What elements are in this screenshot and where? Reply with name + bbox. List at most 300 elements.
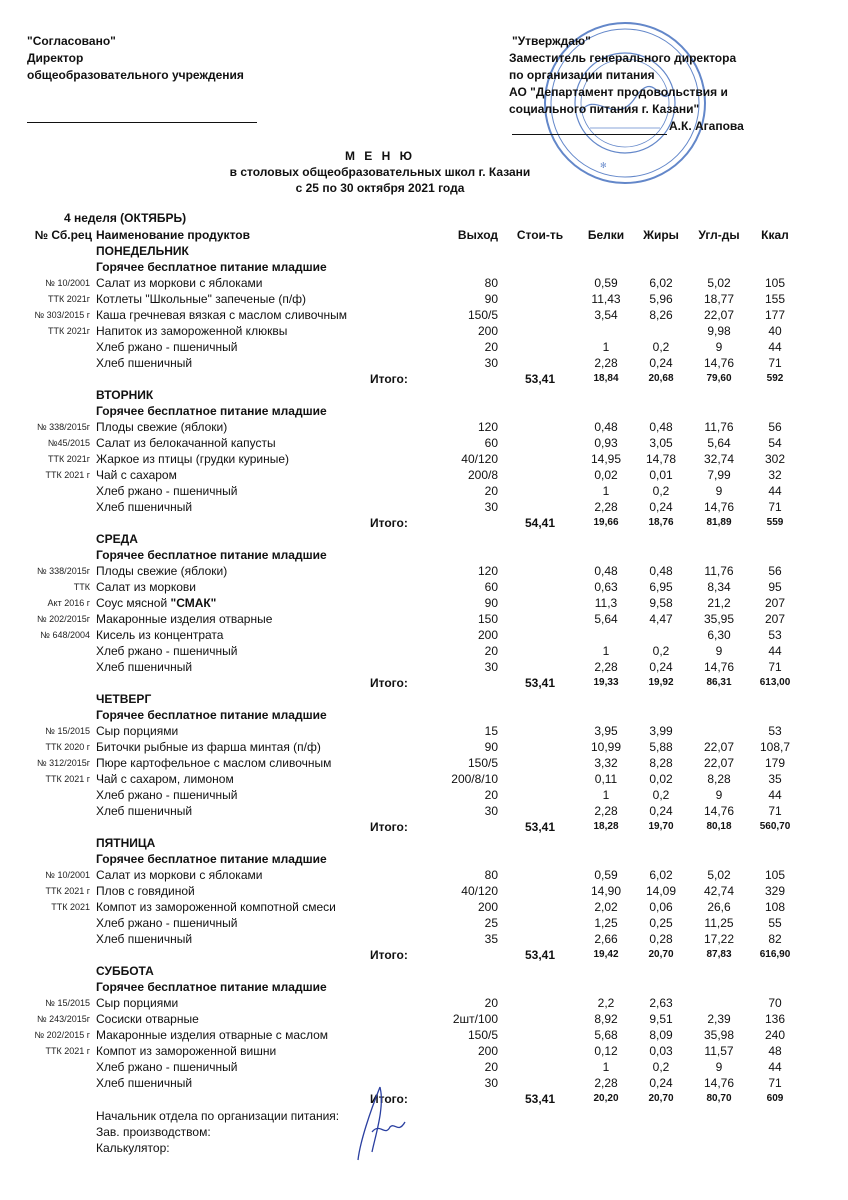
page-subtitle: в столовых общеобразовательных школ г. Казани: [229, 165, 531, 179]
category-header: [0, 851, 848, 867]
kcal-value: 105: [764, 276, 786, 290]
total-cost: 53,41: [524, 676, 556, 690]
table-row: [0, 1059, 848, 1075]
fat-value: 0,48: [649, 420, 673, 434]
category-name: Горячее бесплатное питание младшие: [96, 548, 327, 562]
protein-value: 1,25: [594, 916, 618, 930]
kcal-value: 108: [764, 900, 786, 914]
col-name: Наименование продуктов: [96, 228, 250, 242]
total-label: Итого:: [370, 820, 408, 834]
fat-value: 0,03: [649, 1044, 673, 1058]
output-value: 20: [484, 1060, 498, 1074]
table-row: [0, 563, 848, 579]
kcal-value: 71: [768, 500, 782, 514]
dish-name: [96, 899, 336, 915]
approver-role: Директор: [27, 51, 84, 65]
footer-calculator: Калькулятор:: [96, 1141, 170, 1155]
kcal-value: 71: [768, 1076, 782, 1090]
fat-value: 0,24: [649, 660, 673, 674]
fat-value: 0,2: [652, 484, 670, 498]
total-protein: 19,33: [593, 677, 619, 688]
kcal-value: 54: [768, 436, 782, 450]
date-range: с 25 по 30 октября 2021 года: [295, 181, 465, 195]
dish-name-text: Хлеб пшеничный: [96, 356, 193, 370]
dish-name-text: Хлеб пшеничный: [96, 804, 193, 818]
category-header: [0, 547, 848, 563]
protein-value: 2,2: [597, 996, 615, 1010]
protein-value: 2,28: [594, 500, 618, 514]
table-row: [0, 355, 848, 371]
dish-name: [96, 771, 234, 787]
protein-value: 0,59: [594, 868, 618, 882]
protein-value: 1: [602, 644, 610, 658]
table-row: [0, 499, 848, 515]
carbs-value: 14,76: [703, 804, 735, 818]
category-header: [0, 259, 848, 275]
table-row: [0, 483, 848, 499]
dish-name: [96, 803, 192, 819]
total-protein: 19,42: [593, 949, 619, 960]
fat-value: 8,09: [649, 1028, 673, 1042]
kcal-value: 44: [768, 484, 782, 498]
protein-value: 3,32: [594, 756, 618, 770]
dish-name: [96, 643, 237, 659]
output-value: 200: [477, 324, 498, 338]
dish-name-text: Салат из моркови с яблоками: [96, 868, 263, 882]
total-row: [0, 675, 848, 691]
approver-name: А.К. Агапова: [669, 119, 744, 133]
col-carbs: Угл-ды: [698, 228, 740, 242]
dish-name-text: Биточки рыбные из фарша минтая (п/ф): [96, 740, 321, 754]
output-value: 90: [484, 740, 498, 754]
dish-name-text: Хлеб ржано - пшеничный: [96, 788, 238, 802]
kcal-value: 71: [768, 804, 782, 818]
total-row: [0, 947, 848, 963]
category-name: Горячее бесплатное питание младшие: [96, 852, 327, 866]
table-row: [0, 659, 848, 675]
fat-value: 0,01: [649, 468, 673, 482]
recipe-number: № 312/2015г: [37, 758, 90, 768]
dish-name: [96, 1059, 237, 1075]
recipe-number: № 202/2015г: [37, 614, 90, 624]
dish-name: [96, 499, 192, 515]
carbs-value: 21,2: [707, 596, 731, 610]
dish-name-text: Компот из замороженной компотной смеси: [96, 900, 336, 914]
dish-name-text: Хлеб пшеничный: [96, 932, 193, 946]
kcal-value: 136: [764, 1012, 786, 1026]
approver-title-line1: Заместитель генерального директора: [509, 51, 737, 65]
dish-name: [96, 787, 237, 803]
protein-value: 3,95: [594, 724, 618, 738]
approval-block-right: [509, 33, 744, 135]
recipe-number: ТТК 2021 г: [45, 1046, 90, 1056]
output-value: 20: [484, 644, 498, 658]
week-label: 4 неделя (ОКТЯБРЬ): [64, 211, 187, 225]
dish-name: [96, 1011, 199, 1027]
protein-value: 0,12: [594, 1044, 618, 1058]
day-header: [0, 835, 848, 851]
protein-value: 0,48: [594, 564, 618, 578]
carbs-value: 2,39: [707, 1012, 731, 1026]
protein-value: 2,66: [594, 932, 618, 946]
category-name: Горячее бесплатное питание младшие: [96, 980, 327, 994]
category-header: [0, 979, 848, 995]
day-name: ВТОРНИК: [96, 388, 154, 402]
total-kcal: 609: [766, 1093, 784, 1104]
fat-value: 0,24: [649, 804, 673, 818]
kcal-value: 44: [768, 1060, 782, 1074]
kcal-value: 207: [764, 596, 786, 610]
table-row: [0, 451, 848, 467]
dish-name-text: Хлеб ржано - пшеничный: [96, 1060, 238, 1074]
total-fat: 19,70: [648, 821, 674, 832]
dish-name-text: Чай с сахаром: [96, 468, 177, 482]
total-carbs: 80,18: [706, 821, 732, 832]
fat-value: 6,02: [649, 868, 673, 882]
table-row: [0, 755, 848, 771]
protein-value: 2,28: [594, 356, 618, 370]
total-protein: 19,66: [593, 517, 619, 528]
dish-name: [96, 995, 178, 1011]
dish-name-text: Салат из моркови с яблоками: [96, 276, 263, 290]
dish-name-text: Плоды свежие (яблоки): [96, 564, 228, 578]
fat-value: 9,58: [649, 596, 673, 610]
dish-name: [96, 723, 178, 739]
recipe-number: № 243/2015г: [37, 1014, 90, 1024]
carbs-value: 5,02: [707, 276, 731, 290]
dish-name: [96, 1075, 192, 1091]
protein-value: 2,28: [594, 804, 618, 818]
protein-value: 0,11: [594, 772, 618, 786]
day-header: [0, 691, 848, 707]
recipe-number: ТТК: [73, 582, 90, 592]
footer-production-manager: Зав. производством:: [96, 1125, 211, 1139]
dish-name: [96, 563, 227, 579]
total-label: Итого:: [370, 372, 408, 386]
total-cost: 53,41: [524, 948, 556, 962]
table-row: [0, 723, 848, 739]
output-value: 150: [477, 612, 498, 626]
carbs-value: 32,74: [703, 452, 735, 466]
recipe-number: ТТК 2021г: [47, 326, 90, 336]
day-header: [0, 531, 848, 547]
fat-value: 9,51: [649, 1012, 673, 1026]
output-value: 40/120: [461, 452, 498, 466]
output-value: 30: [484, 660, 498, 674]
svg-text:✻: ✻: [600, 161, 607, 170]
approval-block-left: [27, 33, 257, 123]
carbs-value: 9: [715, 644, 723, 658]
carbs-value: 5,64: [707, 436, 731, 450]
fat-value: 0,48: [649, 564, 673, 578]
dish-name: [96, 627, 223, 643]
recipe-number: ТТК 2020 г: [45, 742, 90, 752]
dish-name-text: Хлеб пшеничный: [96, 660, 193, 674]
dish-name-text: Чай с сахаром, лимоном: [96, 772, 234, 786]
output-value: 30: [484, 1076, 498, 1090]
fat-value: 0,2: [652, 788, 670, 802]
dish-name: [96, 611, 272, 627]
table-row: [0, 339, 848, 355]
table-row: [0, 739, 848, 755]
total-fat: 20,68: [648, 373, 674, 384]
output-value: 80: [484, 868, 498, 882]
protein-value: 2,02: [594, 900, 618, 914]
dish-name-text: Жаркое из птицы (грудки куриные): [96, 452, 290, 466]
dish-name: [96, 307, 347, 323]
fat-value: 8,28: [649, 756, 673, 770]
dish-name-text: Плоды свежие (яблоки): [96, 420, 228, 434]
fat-value: 6,02: [649, 276, 673, 290]
col-kcal: Ккал: [761, 228, 789, 242]
kcal-value: 35: [768, 772, 782, 786]
day-name: ПОНЕДЕЛЬНИК: [96, 244, 189, 258]
kcal-value: 44: [768, 644, 782, 658]
dish-name-text: Хлеб пшеничный: [96, 500, 193, 514]
fat-value: 0,24: [649, 1076, 673, 1090]
recipe-number: Акт 2016 г: [47, 598, 90, 608]
recipe-number: ТТК 2021 г: [45, 886, 90, 896]
total-kcal: 592: [766, 373, 784, 384]
dish-name: [96, 755, 331, 771]
kcal-value: 155: [764, 292, 786, 306]
dish-name-text: Котлеты "Школьные" запеченые (п/ф): [96, 292, 307, 306]
kcal-value: 108,7: [759, 740, 791, 754]
approver-title-line2: по организации питания: [509, 68, 655, 82]
dish-name-text: Компот из замороженной вишни: [96, 1044, 277, 1058]
total-fat: 19,92: [648, 677, 674, 688]
dish-name: [96, 883, 195, 899]
total-protein: 18,84: [593, 373, 619, 384]
fat-value: 14,78: [645, 452, 677, 466]
table-row: [0, 867, 848, 883]
protein-value: 2,28: [594, 660, 618, 674]
approver-org: общеобразовательного учреждения: [27, 68, 244, 82]
signature-line: [512, 122, 667, 135]
day-header: [0, 963, 848, 979]
dish-name: [96, 483, 237, 499]
protein-value: 11,43: [591, 292, 621, 306]
protein-value: 0,59: [594, 276, 618, 290]
dish-name: [96, 931, 192, 947]
carbs-value: 7,99: [707, 468, 731, 482]
recipe-number: ТТК 2021: [51, 902, 90, 912]
dish-name: [96, 739, 321, 755]
kcal-value: 32: [768, 468, 782, 482]
recipe-number: № 10/2001: [45, 278, 90, 288]
output-value: 60: [484, 436, 498, 450]
carbs-value: 22,07: [703, 756, 735, 770]
dish-name: [96, 435, 276, 451]
output-value: 200/8: [467, 468, 498, 482]
total-label: Итого:: [370, 516, 408, 530]
category-header: [0, 707, 848, 723]
protein-value: 0,93: [594, 436, 618, 450]
fat-value: 0,24: [649, 500, 673, 514]
kcal-value: 95: [768, 580, 782, 594]
recipe-number: № 15/2015: [45, 726, 90, 736]
output-value: 35: [484, 932, 498, 946]
total-fat: 18,76: [648, 517, 674, 528]
output-value: 150/5: [467, 756, 498, 770]
fat-value: 0,2: [652, 1060, 670, 1074]
table-row: [0, 899, 848, 915]
dish-name: [96, 467, 177, 483]
fat-value: 0,2: [652, 644, 670, 658]
carbs-value: 5,02: [707, 868, 731, 882]
protein-value: 8,92: [594, 1012, 618, 1026]
carbs-value: 11,76: [704, 564, 734, 578]
kcal-value: 240: [764, 1028, 786, 1042]
table-row: [0, 1075, 848, 1091]
fat-value: 0,28: [649, 932, 673, 946]
table-row: [0, 611, 848, 627]
recipe-number: № 338/2015г: [37, 422, 90, 432]
table-row: [0, 435, 848, 451]
total-row: [0, 1091, 848, 1107]
day-name: СРЕДА: [96, 532, 138, 546]
fat-value: 4,47: [649, 612, 673, 626]
col-protein: Белки: [587, 228, 625, 242]
carbs-value: 18,77: [703, 292, 735, 306]
output-value: 20: [484, 996, 498, 1010]
dish-name-text: Соус мясной: [96, 596, 168, 610]
carbs-value: 9,98: [707, 324, 731, 338]
protein-value: 1: [602, 1060, 610, 1074]
output-value: 2шт/100: [452, 1012, 498, 1026]
recipe-number: ТТК 2021 г: [45, 470, 90, 480]
dish-name: [96, 323, 287, 339]
total-cost: 53,41: [524, 1092, 556, 1106]
carbs-value: 14,76: [703, 500, 735, 514]
day-header: [0, 387, 848, 403]
table-row: [0, 1027, 848, 1043]
table-row: [0, 579, 848, 595]
total-label: Итого:: [370, 948, 408, 962]
kcal-value: 53: [768, 628, 782, 642]
kcal-value: 82: [768, 932, 782, 946]
kcal-value: 44: [768, 340, 782, 354]
output-value: 20: [484, 788, 498, 802]
output-value: 200/8/10: [451, 772, 498, 786]
day-name: СУББОТА: [96, 964, 154, 978]
recipe-number: № 202/2015 г: [34, 1030, 90, 1040]
col-cost: Стои-ть: [516, 228, 564, 242]
dish-name-text: Хлеб ржано - пшеничный: [96, 644, 238, 658]
table-row: [0, 787, 848, 803]
protein-value: 3,54: [594, 308, 618, 322]
col-output: Выход: [457, 228, 498, 242]
carbs-value: 42,74: [703, 884, 735, 898]
carbs-value: 17,22: [703, 932, 735, 946]
carbs-value: 26,6: [707, 900, 731, 914]
fat-value: 2,63: [649, 996, 673, 1010]
output-value: 20: [484, 484, 498, 498]
output-value: 90: [484, 292, 498, 306]
dish-name-text: Сыр порциями: [96, 996, 179, 1010]
table-row: [0, 627, 848, 643]
kcal-value: 329: [764, 884, 786, 898]
recipe-number: ТТК 2021г: [47, 294, 90, 304]
dish-brand: "СМАК": [170, 596, 217, 610]
fat-value: 0,24: [649, 356, 673, 370]
table-row: [0, 291, 848, 307]
dish-name-text: Напиток из замороженной клюквы: [96, 324, 288, 338]
carbs-value: 11,57: [704, 1044, 734, 1058]
day-name: ЧЕТВЕРГ: [96, 692, 152, 706]
carbs-value: 9: [715, 340, 723, 354]
table-row: [0, 931, 848, 947]
carbs-value: 8,34: [707, 580, 731, 594]
carbs-value: 9: [715, 1060, 723, 1074]
output-value: 90: [484, 596, 498, 610]
signature-icon: [350, 1082, 420, 1162]
table-row: [0, 1011, 848, 1027]
total-carbs: 80,70: [706, 1093, 732, 1104]
protein-value: 1: [602, 340, 610, 354]
carbs-value: 14,76: [703, 660, 735, 674]
output-value: 200: [477, 900, 498, 914]
output-value: 30: [484, 500, 498, 514]
dish-name-text: Хлеб ржано - пшеничный: [96, 916, 238, 930]
kcal-value: 40: [768, 324, 782, 338]
output-value: 150/5: [467, 308, 498, 322]
fat-value: 5,88: [649, 740, 673, 754]
approval-label: "Утверждаю": [512, 34, 591, 48]
output-value: 120: [477, 420, 498, 434]
recipe-number: № 303/2015 г: [34, 310, 90, 320]
total-protein: 20,20: [593, 1093, 619, 1104]
dish-name: [96, 595, 216, 611]
total-kcal: 613,00: [759, 677, 791, 688]
output-value: 25: [484, 916, 498, 930]
dish-name-text: Макаронные изделия отварные: [96, 612, 273, 626]
total-kcal: 616,90: [759, 949, 791, 960]
kcal-value: 179: [764, 756, 786, 770]
dish-name-text: Макаронные изделия отварные с маслом: [96, 1028, 329, 1042]
total-row: [0, 819, 848, 835]
dish-name: [96, 659, 192, 675]
table-row: [0, 307, 848, 323]
col-rec: № Сб.рец: [34, 228, 92, 242]
recipe-number: № 338/2015г: [37, 566, 90, 576]
protein-value: 1: [602, 788, 610, 802]
total-carbs: 87,83: [706, 949, 732, 960]
dish-name-text: Кисель из концентрата: [96, 628, 224, 642]
dish-name: [96, 915, 237, 931]
approver-signature-row: [509, 118, 744, 135]
output-value: 120: [477, 564, 498, 578]
output-value: 20: [484, 340, 498, 354]
fat-value: 0,06: [649, 900, 673, 914]
output-value: 40/120: [461, 884, 498, 898]
dish-name-text: Каша гречневая вязкая с маслом сливочным: [96, 308, 347, 322]
category-name: Горячее бесплатное питание младшие: [96, 404, 327, 418]
protein-value: 14,90: [590, 884, 622, 898]
day-name: ПЯТНИЦА: [96, 836, 156, 850]
dish-name: [96, 1043, 276, 1059]
dish-name: [96, 579, 196, 595]
fat-value: 3,05: [649, 436, 673, 450]
table-header: [0, 227, 848, 243]
dish-name-text: Сыр порциями: [96, 724, 179, 738]
total-carbs: 81,89: [706, 517, 732, 528]
category-name: Горячее бесплатное питание младшие: [96, 708, 327, 722]
carbs-value: 8,28: [707, 772, 731, 786]
total-row: [0, 515, 848, 531]
total-carbs: 79,60: [706, 373, 732, 384]
total-carbs: 86,31: [706, 677, 732, 688]
